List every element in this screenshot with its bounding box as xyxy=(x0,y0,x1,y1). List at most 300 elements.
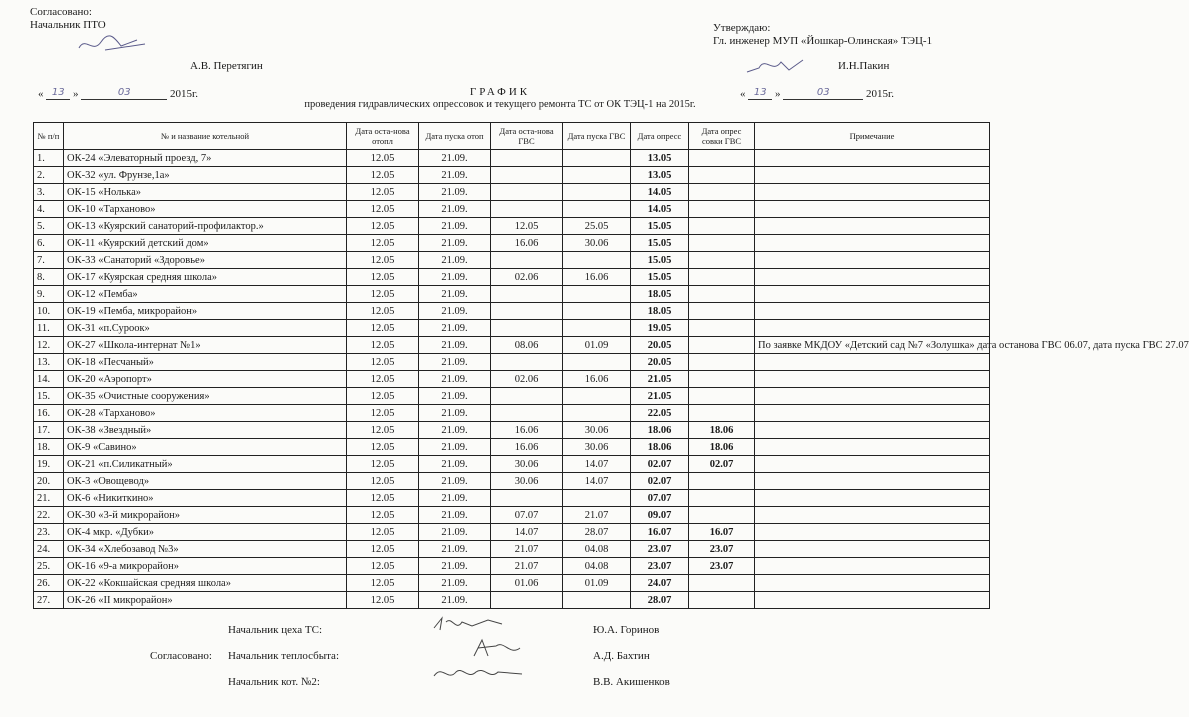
row-press-gvs-date xyxy=(689,269,755,286)
header-note: Примечание xyxy=(755,123,990,150)
left-date-month: 03 xyxy=(81,87,167,100)
table-row xyxy=(34,575,990,592)
row-stop-heat: 12.05 xyxy=(347,150,419,167)
row-boiler-name: ОК-16 «9-а микрорайон» xyxy=(64,558,347,575)
row-press-gvs-date xyxy=(689,184,755,201)
row-press-gvs-date xyxy=(689,235,755,252)
row-stop-gvs: 16.06 xyxy=(491,235,563,252)
row-number: 7. xyxy=(34,252,64,269)
row-start-heat: 21.09. xyxy=(419,371,491,388)
row-number: 19. xyxy=(34,456,64,473)
row-start-gvs xyxy=(563,405,631,422)
table-row xyxy=(34,150,990,167)
row-note xyxy=(755,473,990,490)
row-stop-heat: 12.05 xyxy=(347,558,419,575)
row-stop-heat: 12.05 xyxy=(347,575,419,592)
row-stop-gvs: 21.07 xyxy=(491,541,563,558)
row-stop-gvs xyxy=(491,592,563,609)
row-press-date: 23.07 xyxy=(631,541,689,558)
row-start-gvs: 30.06 xyxy=(563,422,631,439)
table-row xyxy=(34,490,990,507)
table-row xyxy=(34,354,990,371)
row-start-heat: 21.09. xyxy=(419,303,491,320)
row-boiler-name: ОК-12 «Пемба» xyxy=(64,286,347,303)
row-number: 2. xyxy=(34,167,64,184)
footer-signature-1-icon xyxy=(432,614,512,636)
row-start-gvs xyxy=(563,167,631,184)
footer-head-sales-name: А.Д. Бахтин xyxy=(593,650,650,662)
row-start-gvs xyxy=(563,201,631,218)
left-date-day: 13 xyxy=(46,87,70,100)
row-boiler-name: ОК-17 «Куярская средняя школа» xyxy=(64,269,347,286)
row-stop-heat: 12.05 xyxy=(347,507,419,524)
row-press-date: 15.05 xyxy=(631,235,689,252)
row-start-heat: 21.09. xyxy=(419,286,491,303)
row-boiler-name: ОК-10 «Тарханово» xyxy=(64,201,347,218)
row-stop-heat: 12.05 xyxy=(347,592,419,609)
row-start-heat: 21.09. xyxy=(419,405,491,422)
row-start-gvs xyxy=(563,388,631,405)
table-row xyxy=(34,422,990,439)
row-boiler-name: ОК-32 «ул. Фрунзе,1а» xyxy=(64,167,347,184)
row-number: 27. xyxy=(34,592,64,609)
row-note xyxy=(755,490,990,507)
footer-signature-2-icon xyxy=(470,636,530,662)
row-press-date: 21.05 xyxy=(631,371,689,388)
table-row xyxy=(34,184,990,201)
row-start-heat: 21.09. xyxy=(419,456,491,473)
row-press-date: 07.07 xyxy=(631,490,689,507)
table-row xyxy=(34,405,990,422)
table-row xyxy=(34,201,990,218)
row-note xyxy=(755,320,990,337)
row-start-heat: 21.09. xyxy=(419,575,491,592)
table-header-row xyxy=(34,123,990,150)
row-boiler-name: ОК-33 «Санаторий «Здоровье» xyxy=(64,252,347,269)
row-boiler-name: ОК-20 «Аэропорт» xyxy=(64,371,347,388)
row-stop-heat: 12.05 xyxy=(347,167,419,184)
row-number: 23. xyxy=(34,524,64,541)
row-start-heat: 21.09. xyxy=(419,150,491,167)
row-press-gvs-date xyxy=(689,575,755,592)
table-row xyxy=(34,303,990,320)
row-press-gvs-date xyxy=(689,201,755,218)
left-date-year: 2015г. xyxy=(170,88,199,100)
row-boiler-name: ОК-4 мкр. «Дубки» xyxy=(64,524,347,541)
row-note xyxy=(755,150,990,167)
row-press-gvs-date: 18.06 xyxy=(689,439,755,456)
row-stop-heat: 12.05 xyxy=(347,337,419,354)
row-stop-gvs xyxy=(491,201,563,218)
table-row xyxy=(34,371,990,388)
table-row xyxy=(34,320,990,337)
footer-head-boiler-name: В.В. Акишенков xyxy=(593,676,670,688)
row-start-heat: 21.09. xyxy=(419,320,491,337)
row-stop-gvs: 08.06 xyxy=(491,337,563,354)
row-number: 25. xyxy=(34,558,64,575)
row-stop-heat: 12.05 xyxy=(347,218,419,235)
left-position: Начальник ПТО xyxy=(30,19,106,31)
row-stop-heat: 12.05 xyxy=(347,286,419,303)
table-row xyxy=(34,541,990,558)
row-press-date: 19.05 xyxy=(631,320,689,337)
row-press-gvs-date: 23.07 xyxy=(689,558,755,575)
table-row xyxy=(34,388,990,405)
quote-close: » xyxy=(73,88,79,100)
footer-signature-3-icon xyxy=(432,660,532,686)
row-number: 5. xyxy=(34,218,64,235)
right-date-day: 13 xyxy=(748,87,772,100)
title-block xyxy=(0,86,1000,110)
header-start-heat: Дата пуска отоп xyxy=(419,123,491,150)
table-row xyxy=(34,456,990,473)
row-start-gvs: 30.06 xyxy=(563,439,631,456)
table-row xyxy=(34,269,990,286)
row-number: 14. xyxy=(34,371,64,388)
header-start-gvs: Дата пуска ГВС xyxy=(563,123,631,150)
row-press-date: 13.05 xyxy=(631,150,689,167)
right-date-year: 2015г. xyxy=(866,88,895,100)
row-number: 24. xyxy=(34,541,64,558)
row-start-heat: 21.09. xyxy=(419,337,491,354)
row-boiler-name: ОК-24 «Элеваторный проезд, 7» xyxy=(64,150,347,167)
row-stop-gvs xyxy=(491,286,563,303)
row-stop-gvs xyxy=(491,354,563,371)
row-note xyxy=(755,184,990,201)
row-stop-heat: 12.05 xyxy=(347,269,419,286)
row-stop-heat: 12.05 xyxy=(347,473,419,490)
document-title: ГРАФИК xyxy=(469,86,531,98)
row-stop-gvs: 12.05 xyxy=(491,218,563,235)
row-start-gvs: 04.08 xyxy=(563,558,631,575)
row-stop-gvs xyxy=(491,320,563,337)
row-start-gvs xyxy=(563,592,631,609)
row-start-heat: 21.09. xyxy=(419,388,491,405)
row-stop-heat: 12.05 xyxy=(347,235,419,252)
row-press-gvs-date: 18.06 xyxy=(689,422,755,439)
footer-head-ts-label: Начальник цеха ТС: xyxy=(228,624,322,636)
row-press-gvs-date xyxy=(689,286,755,303)
row-press-date: 09.07 xyxy=(631,507,689,524)
row-stop-gvs: 14.07 xyxy=(491,524,563,541)
table-row xyxy=(34,592,990,609)
row-number: 21. xyxy=(34,490,64,507)
row-stop-heat: 12.05 xyxy=(347,490,419,507)
row-number: 13. xyxy=(34,354,64,371)
row-start-heat: 21.09. xyxy=(419,167,491,184)
row-stop-gvs: 02.06 xyxy=(491,371,563,388)
row-press-gvs-date xyxy=(689,354,755,371)
row-number: 8. xyxy=(34,269,64,286)
table-row xyxy=(34,337,990,354)
row-start-gvs: 25.05 xyxy=(563,218,631,235)
row-number: 15. xyxy=(34,388,64,405)
row-stop-gvs: 02.06 xyxy=(491,269,563,286)
row-stop-gvs: 21.07 xyxy=(491,558,563,575)
row-press-date: 22.05 xyxy=(631,405,689,422)
row-note xyxy=(755,235,990,252)
document-subtitle: проведения гидравлических опрессовок и текущего ремонта ТС от ОК ТЭЦ-1 на 2015г. xyxy=(304,99,696,110)
row-number: 16. xyxy=(34,405,64,422)
right-approve-label: Утверждаю: xyxy=(713,22,771,34)
row-stop-gvs xyxy=(491,405,563,422)
row-note xyxy=(755,303,990,320)
row-stop-heat: 12.05 xyxy=(347,201,419,218)
row-stop-gvs: 16.06 xyxy=(491,422,563,439)
row-boiler-name: ОК-22 «Кокшайская средняя школа» xyxy=(64,575,347,592)
row-boiler-name: ОК-26 «II микрорайон» xyxy=(64,592,347,609)
table-row xyxy=(34,473,990,490)
row-press-date: 16.07 xyxy=(631,524,689,541)
row-start-heat: 21.09. xyxy=(419,592,491,609)
row-note xyxy=(755,201,990,218)
row-number: 17. xyxy=(34,422,64,439)
header-press-gvs: Дата опрес совки ГВС xyxy=(689,123,755,150)
row-stop-gvs: 30.06 xyxy=(491,473,563,490)
row-press-gvs-date: 23.07 xyxy=(689,541,755,558)
row-note xyxy=(755,354,990,371)
row-stop-gvs: 01.06 xyxy=(491,575,563,592)
row-press-date: 13.05 xyxy=(631,167,689,184)
row-boiler-name: ОК-21 «п.Силикатный» xyxy=(64,456,347,473)
row-stop-heat: 12.05 xyxy=(347,252,419,269)
row-boiler-name: ОК-19 «Пемба, микрорайон» xyxy=(64,303,347,320)
row-start-gvs: 16.06 xyxy=(563,269,631,286)
row-note xyxy=(755,541,990,558)
row-stop-gvs xyxy=(491,252,563,269)
table-row xyxy=(34,507,990,524)
row-note xyxy=(755,422,990,439)
row-note xyxy=(755,371,990,388)
row-press-date: 18.05 xyxy=(631,286,689,303)
row-start-heat: 21.09. xyxy=(419,235,491,252)
row-press-date: 18.06 xyxy=(631,439,689,456)
row-boiler-name: ОК-34 «Хлебозавод №3» xyxy=(64,541,347,558)
row-start-heat: 21.09. xyxy=(419,524,491,541)
row-press-gvs-date: 02.07 xyxy=(689,456,755,473)
row-boiler-name: ОК-35 «Очистные сооружения» xyxy=(64,388,347,405)
row-stop-gvs xyxy=(491,167,563,184)
row-note xyxy=(755,456,990,473)
row-start-gvs: 01.09 xyxy=(563,337,631,354)
row-stop-gvs xyxy=(491,184,563,201)
quote-open: « xyxy=(740,88,746,100)
row-note xyxy=(755,524,990,541)
row-stop-gvs xyxy=(491,150,563,167)
row-start-heat: 21.09. xyxy=(419,473,491,490)
row-stop-gvs: 16.06 xyxy=(491,439,563,456)
row-start-gvs xyxy=(563,184,631,201)
row-start-heat: 21.09. xyxy=(419,541,491,558)
row-press-date: 15.05 xyxy=(631,252,689,269)
row-press-date: 18.06 xyxy=(631,422,689,439)
row-start-gvs: 16.06 xyxy=(563,371,631,388)
row-press-date: 20.05 xyxy=(631,337,689,354)
row-start-heat: 21.09. xyxy=(419,201,491,218)
row-boiler-name: ОК-18 «Песчаный» xyxy=(64,354,347,371)
row-press-gvs-date xyxy=(689,337,755,354)
row-press-gvs-date xyxy=(689,490,755,507)
footer-head-boiler-label: Начальник кот. №2: xyxy=(228,676,320,688)
row-note xyxy=(755,269,990,286)
row-note xyxy=(755,439,990,456)
header-press: Дата опресс xyxy=(631,123,689,150)
row-press-date: 23.07 xyxy=(631,558,689,575)
row-start-gvs: 30.06 xyxy=(563,235,631,252)
row-start-gvs xyxy=(563,490,631,507)
row-number: 22. xyxy=(34,507,64,524)
row-number: 4. xyxy=(34,201,64,218)
row-start-gvs xyxy=(563,303,631,320)
row-note xyxy=(755,286,990,303)
row-press-date: 15.05 xyxy=(631,269,689,286)
row-stop-heat: 12.05 xyxy=(347,320,419,337)
row-start-gvs: 21.07 xyxy=(563,507,631,524)
right-date-month: 03 xyxy=(783,87,863,100)
row-press-date: 02.07 xyxy=(631,473,689,490)
row-number: 12. xyxy=(34,337,64,354)
table-row xyxy=(34,558,990,575)
row-press-gvs-date xyxy=(689,405,755,422)
row-start-gvs: 04.08 xyxy=(563,541,631,558)
row-boiler-name: ОК-30 «3-й микрорайон» xyxy=(64,507,347,524)
row-stop-gvs: 30.06 xyxy=(491,456,563,473)
row-press-date: 28.07 xyxy=(631,592,689,609)
row-start-gvs: 14.07 xyxy=(563,473,631,490)
row-start-gvs xyxy=(563,354,631,371)
quote-close: » xyxy=(775,88,781,100)
row-note xyxy=(755,575,990,592)
row-press-date: 21.05 xyxy=(631,388,689,405)
row-start-gvs: 01.09 xyxy=(563,575,631,592)
row-stop-heat: 12.05 xyxy=(347,524,419,541)
row-press-gvs-date xyxy=(689,252,755,269)
row-stop-heat: 12.05 xyxy=(347,456,419,473)
quote-open: « xyxy=(38,88,44,100)
row-start-heat: 21.09. xyxy=(419,218,491,235)
row-press-gvs-date: 16.07 xyxy=(689,524,755,541)
right-signer-name: И.Н.Пакин xyxy=(838,60,890,72)
row-boiler-name: ОК-38 «Звездный» xyxy=(64,422,347,439)
row-start-gvs: 14.07 xyxy=(563,456,631,473)
header-name: № и название котельной xyxy=(64,123,347,150)
row-press-gvs-date xyxy=(689,371,755,388)
footer-head-sales-label: Начальник теплосбыта: xyxy=(228,650,339,662)
row-start-gvs: 28.07 xyxy=(563,524,631,541)
row-boiler-name: ОК-9 «Савино» xyxy=(64,439,347,456)
table-row xyxy=(34,252,990,269)
row-press-gvs-date xyxy=(689,592,755,609)
row-number: 10. xyxy=(34,303,64,320)
row-number: 11. xyxy=(34,320,64,337)
row-press-date: 24.07 xyxy=(631,575,689,592)
row-stop-heat: 12.05 xyxy=(347,388,419,405)
row-press-gvs-date xyxy=(689,320,755,337)
left-signature-icon xyxy=(75,30,155,60)
row-press-date: 20.05 xyxy=(631,354,689,371)
row-number: 18. xyxy=(34,439,64,456)
row-press-gvs-date xyxy=(689,303,755,320)
row-press-gvs-date xyxy=(689,150,755,167)
row-boiler-name: ОК-6 «Никиткино» xyxy=(64,490,347,507)
row-note xyxy=(755,405,990,422)
row-note xyxy=(755,558,990,575)
table-row xyxy=(34,167,990,184)
row-press-date: 02.07 xyxy=(631,456,689,473)
row-start-heat: 21.09. xyxy=(419,558,491,575)
row-stop-heat: 12.05 xyxy=(347,422,419,439)
row-start-heat: 21.09. xyxy=(419,439,491,456)
schedule-table xyxy=(33,122,1189,609)
header-num: № п/п xyxy=(34,123,64,150)
row-boiler-name: ОК-13 «Куярский санаторий-профилактор.» xyxy=(64,218,347,235)
row-start-gvs xyxy=(563,252,631,269)
row-number: 9. xyxy=(34,286,64,303)
row-note xyxy=(755,592,990,609)
row-start-gvs xyxy=(563,150,631,167)
row-stop-heat: 12.05 xyxy=(347,371,419,388)
row-start-heat: 21.09. xyxy=(419,507,491,524)
row-number: 6. xyxy=(34,235,64,252)
right-position: Гл. инженер МУП «Йошкар-Олинская» ТЭЦ-1 xyxy=(713,35,933,47)
row-stop-gvs: 07.07 xyxy=(491,507,563,524)
row-start-gvs xyxy=(563,320,631,337)
row-press-gvs-date xyxy=(689,388,755,405)
row-stop-heat: 12.05 xyxy=(347,303,419,320)
row-stop-heat: 12.05 xyxy=(347,439,419,456)
row-number: 20. xyxy=(34,473,64,490)
row-note xyxy=(755,252,990,269)
row-press-date: 18.05 xyxy=(631,303,689,320)
left-signer-name: А.В. Перетягин xyxy=(190,60,263,72)
row-note xyxy=(755,167,990,184)
row-stop-heat: 12.05 xyxy=(347,354,419,371)
row-note xyxy=(755,218,990,235)
table-row xyxy=(34,218,990,235)
row-start-heat: 21.09. xyxy=(419,490,491,507)
table-row xyxy=(34,524,990,541)
row-start-heat: 21.09. xyxy=(419,252,491,269)
row-start-heat: 21.09. xyxy=(419,269,491,286)
row-boiler-name: ОК-11 «Куярский детский дом» xyxy=(64,235,347,252)
row-stop-gvs xyxy=(491,388,563,405)
footer-head-ts-name: Ю.А. Горинов xyxy=(593,624,660,636)
row-start-heat: 21.09. xyxy=(419,354,491,371)
row-note: По заявке МКДОУ «Детский сад №7 «Золушка» дата останова ГВС 06.07, дата пуска ГВС 27.07 xyxy=(755,337,990,354)
table-body xyxy=(34,150,1189,609)
row-stop-heat: 12.05 xyxy=(347,541,419,558)
table-row xyxy=(34,286,990,303)
row-start-heat: 21.09. xyxy=(419,184,491,201)
header-stop-heat: Дата оста-нова отопл xyxy=(347,123,419,150)
row-press-date: 14.05 xyxy=(631,201,689,218)
table-row xyxy=(34,439,990,456)
row-boiler-name: ОК-15 «Нолька» xyxy=(64,184,347,201)
row-boiler-name: ОК-28 «Тарханово» xyxy=(64,405,347,422)
row-press-gvs-date xyxy=(689,473,755,490)
row-boiler-name: ОК-3 «Овощевод» xyxy=(64,473,347,490)
row-stop-heat: 12.05 xyxy=(347,184,419,201)
right-signature-icon xyxy=(745,52,815,80)
row-number: 3. xyxy=(34,184,64,201)
row-number: 26. xyxy=(34,575,64,592)
row-stop-heat: 12.05 xyxy=(347,405,419,422)
row-boiler-name: ОК-31 «п.Суроок» xyxy=(64,320,347,337)
row-start-heat: 21.09. xyxy=(419,422,491,439)
header-stop-gvs: Дата оста-нова ГВС xyxy=(491,123,563,150)
row-stop-gvs xyxy=(491,490,563,507)
row-stop-gvs xyxy=(491,303,563,320)
